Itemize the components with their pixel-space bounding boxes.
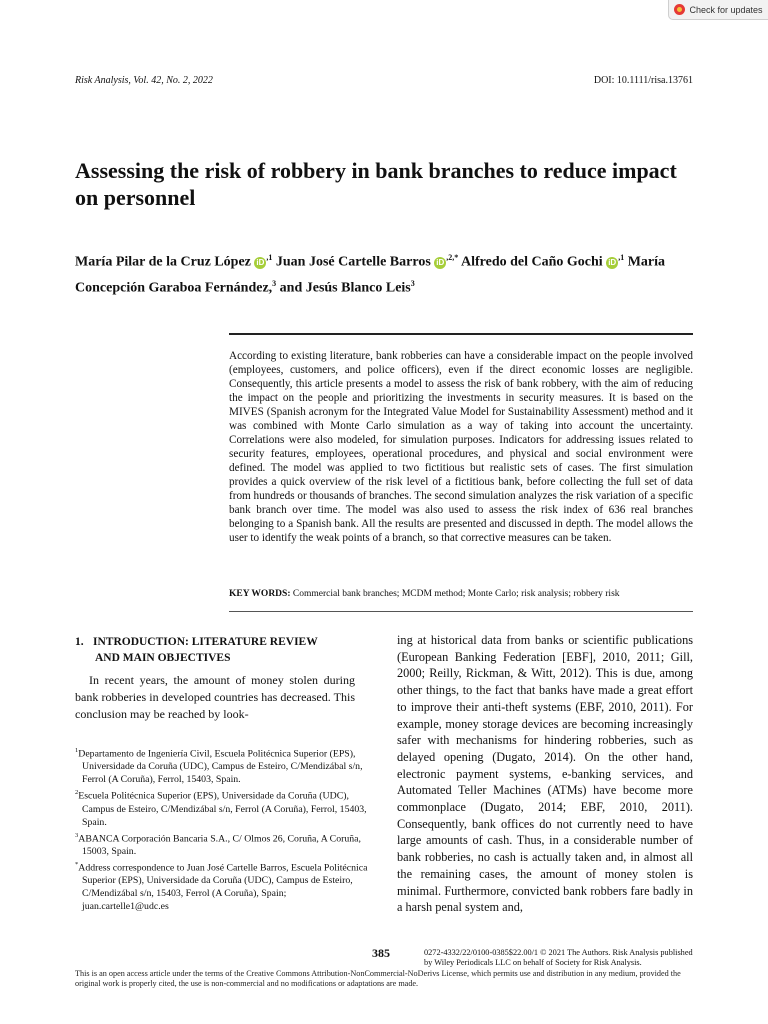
footnote-mark: 2 [75,789,79,797]
footnote [75,744,371,786]
abstract: According to existing literature, bank robberies can have a considerable impact on the people involved (employees, customers, and police officers), even if the direct economic losses are negligible. Consequently, this article presents a model to assess the risk of bank robbery, with the aim of reducing the impact on the people and prioritizing the investments in security measures. It is based on the MIVES (Spanish acronym for the Integrated Value Model for Sustainability Assessment) method and it was combined with Monte Carlo simulation as a way of taking into account the uncertainty. Correlations were also modeled, for simulation purposes. Indicators for addressing issues related to security features, employees, operational procedures, and physical and social environment were defined. The model was applied to two fictitious but realistic sets of cases. The first simulation provides a quick overview of the risk level of a fictitious bank, before collecting the full set of data from hundreds or thousands of branches. The second simulation analyzes the risk variation of a specific bank branch over time. The model was also used to assess the risk index of 636 real branches belonging to a Spanish bank. All the results are presented and discussed in depth. The model allows the user to identify the weak points of a branch, so that corrective measures can be taken. [229,350,693,544]
abstract-top-rule [229,333,693,335]
orcid-icon[interactable]: iD [608,257,617,267]
author-affiliation: ,1 [266,253,273,262]
right-column-text: ing at historical data from banks or scientific publications (European Banking Federation [EBF], 2010, 2011; Gill, 2000; Reilly, Rickman, & Witt, 2012). This is due, among other things, to the fact that banks have made a great effort to improve their anti-theft systems (EBF, 2010, 2011). For example, money storage devices are becoming increasingly safer with mechanisms for hindering robberies, such as delayed opening (Dugato, 2014). On the other hand, electronic payment systems, e-banking services, and Automated Teller Machines (ATMs) have become more commonplace (Dugato, 2014; EBF, 2010, 2011). Consequently, bank offices do not currently need to have large amounts of cash. Thus, in a considerable number of bank robberies, no cash is actually taken and, in almost all the remaining cases, the amount of money stolen is minimal. Furthermore, convicted bank robbers fare badly in a harsh penal system and, [397,633,693,915]
author-name: María Pilar de la Cruz López [75,254,251,270]
check-for-updates-button[interactable] [668,0,768,20]
footnotes [75,744,371,913]
keywords-label: KEY WORDS: [229,589,291,599]
section-title-line1: INTRODUCTION: LITERATURE REVIEW [93,636,318,648]
page-number: 385 [372,946,390,960]
author-affiliation: ,1 [618,253,625,262]
check-for-updates-label: Check for updates [689,4,763,15]
section-title-line2: AND MAIN OBJECTIVES [95,652,231,664]
footnote-mark: 3 [75,831,79,839]
orcid-icon[interactable]: iD [436,257,445,267]
author-affiliation: ,2,* [446,253,459,262]
author-name: María Concepción Garaboa Fernández, [75,254,666,296]
footnote-text: ABANCA Corporación Bancaria S.A., C/ Olmos 26, Coruña, A Coruña, 15003, Spain. [78,832,361,857]
footnote [75,786,371,828]
journal-citation: Risk Analysis, Vol. 42, No. 2, 2022 [75,75,213,86]
abstract-bottom-rule [229,611,693,612]
author-name: and Jesús Blanco Leis [279,280,411,296]
doi[interactable]: DOI: 10.1111/risa.13761 [593,75,693,86]
orcid-icon[interactable]: iD [256,257,265,267]
section-number: 1. [75,636,84,648]
author-name: Juan José Cartelle Barros [275,254,431,270]
crossmark-icon [674,4,685,15]
footnote-text: Address correspondence to Juan José Cartelle Barros, Escuela Politécnica Superior (EPS), Universidade da Coruña (UDC), Campus de Esteiro, C/Mendizábal s/n, 15403, Ferrol (A Coruña), Spain; juan.cartelle1@udc.es [78,862,368,913]
article-title: Assessing the risk of robbery in bank branches to reduce impact on personnel [75,158,677,210]
intro-paragraph: In recent years, the amount of money stolen during bank robberies in developed countries has decreased. This conclusion may be reached by look- [75,673,355,721]
author-list [75,247,695,298]
footnote [75,858,371,913]
license-notice: This is an open access article under the terms of the Creative Commons Attribution-NonCommercial-NoDerivs License, which permits use and distribution in any medium, provided the original work is properly cited, the use is non-commercial and no modifications or adaptations are made. [75,969,681,988]
author-affiliation: 3 [410,278,415,288]
author-name: Alfredo del Caño Gochi [461,254,603,270]
footnote [75,829,371,858]
footnote-text: Escuela Politécnica Superior (EPS), Universidade da Coruña (UDC), Campus de Esteiro, C/Mendizábal s/n, Ferrol (A Coruña), Ferrol, 15403, Spain. [78,790,367,828]
footnote-mark: 1 [75,747,79,754]
author-affiliation: 3 [272,278,277,288]
copyright-notice: 0272-4332/22/0100-0385$22.00/1 © 2021 The Authors. Risk Analysis published by Wiley Periodicals LLC on behalf of Society for Risk Analysis. [424,948,693,967]
keywords [229,589,693,599]
footnote-mark: * [75,860,79,868]
footnote-text: Departamento de Ingeniería Civil, Escuela Politécnica Superior (EPS), Universidade da Coruña (UDC), Campus de Esteiro, C/Mendizábal s/n, Ferrol (A Coruña), Ferrol, 15403, Spain. [78,748,363,786]
section-heading [75,634,355,666]
keywords-text: Commercial bank branches; MCDM method; Monte Carlo; risk analysis; robbery risk [292,589,620,599]
